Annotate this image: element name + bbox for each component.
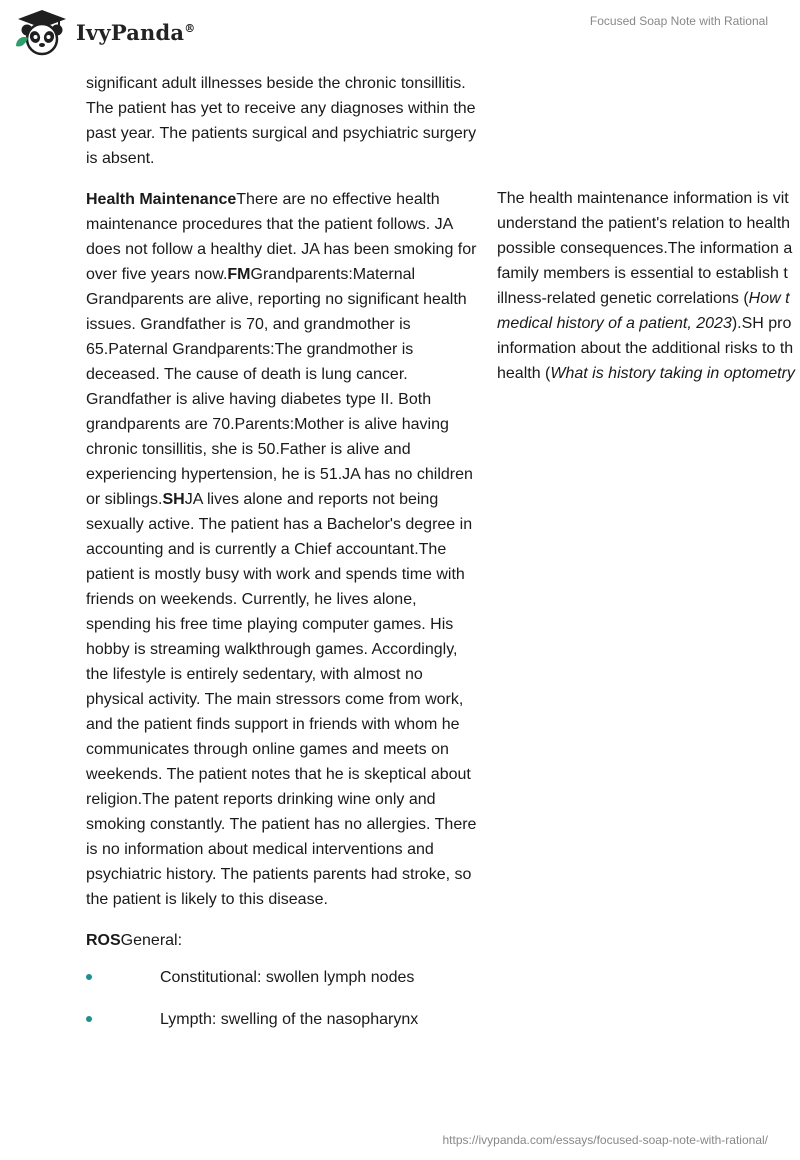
fm-label: FM bbox=[227, 266, 251, 283]
health-maintenance-text: There are no effective health maintenance procedures that the patient follows. JA does not follow a healthy diet. JA has been smoking for over five years now. bbox=[86, 191, 477, 283]
citation-italic: medical history of a patient, 2023 bbox=[497, 315, 732, 332]
brand-name: IvyPanda® bbox=[76, 19, 196, 45]
page-header bbox=[0, 0, 800, 60]
source-url-link[interactable]: https://ivypanda.com/essays/focused-soap-note-with-rational/ bbox=[442, 1133, 768, 1147]
bullet-dot-icon bbox=[86, 974, 92, 980]
list-item bbox=[86, 965, 478, 1007]
list-item bbox=[86, 1007, 478, 1049]
bullet-text: Constitutional: swollen lymph nodes bbox=[160, 969, 415, 986]
ivypanda-logo[interactable] bbox=[14, 8, 195, 56]
rationale-line: medical history of a patient, 2023).SH pro bbox=[497, 315, 792, 332]
ros-heading bbox=[86, 928, 478, 953]
bullet-text: Lympth: swelling of the nasopharynx bbox=[160, 1011, 419, 1028]
rationale-line: possible consequences.The information a bbox=[497, 240, 793, 257]
sh-text: JA lives alone and reports not being sexually active. The patient has a Bachelor's degree in accounting and is currently a Chief accountant.The patient is mostly busy with work and spends time with friends on weekends. Currently, he lives alone, spending his free time playing computer games. His hobby is streaming walkthrough games. Accordingly, the lifestyle is entirely sedentary, with almost no physical activity. The main stressors come from work, and the patient finds support in friends with whom he communicates through online games and meets on weekends. The patient notes that he is skeptical about religion.The patent reports drinking wine only and smoking constantly. The patient has no allergies. There is no information about medical interventions and psychiatric history. The patients parents had stroke, so the patient is likely to this disease. bbox=[86, 491, 477, 908]
rationale-line: information about the additional risks to th bbox=[497, 340, 794, 357]
fm-text: Grandparents:Maternal Grandparents are alive, reporting no significant health issues. Grandfather is 70, and grandmother is 65.Paternal Grandparents:The grandmother is deceased. The cause of death is lung cancer. Grandfather is alive having diabetes type II. Both grandparents are 70.Parents:Mother is alive having chronic tonsillitis, she is 50.Father is alive and experiencing hypertension, he is 51.JA has no children or siblings. bbox=[86, 266, 473, 508]
citation-italic: How t bbox=[748, 290, 790, 307]
intro-paragraph: significant adult illnesses beside the chronic tonsillitis. The patient has yet to receive any diagnoses within the past year. The patients surgical and psychiatric surgery is absent. bbox=[86, 75, 477, 167]
history-paragraph bbox=[86, 187, 478, 912]
citation-italic: What is history taking in optometry bbox=[550, 365, 795, 382]
document-title: Focused Soap Note with Rational bbox=[589, 14, 768, 28]
ros-text: General: bbox=[120, 932, 183, 949]
ros-label: ROS bbox=[86, 932, 121, 949]
panda-logo-icon bbox=[14, 8, 70, 56]
rationale-line: The health maintenance information is vit bbox=[497, 190, 789, 207]
bullet-dot-icon bbox=[86, 1016, 92, 1022]
rationale-line: illness-related genetic correlations (How t bbox=[497, 290, 790, 307]
ros-bullet-list bbox=[86, 965, 478, 1049]
rationale-line: health (What is history taking in optometry bbox=[497, 365, 795, 382]
main-content-column bbox=[86, 71, 478, 1049]
health-maintenance-label: Health Maintenance bbox=[86, 191, 237, 208]
rationale-line: family members is essential to establish t bbox=[497, 265, 788, 282]
sh-label: SH bbox=[162, 491, 185, 508]
rationale-line: understand the patient's relation to health bbox=[497, 215, 791, 232]
rationale-column bbox=[497, 186, 800, 386]
